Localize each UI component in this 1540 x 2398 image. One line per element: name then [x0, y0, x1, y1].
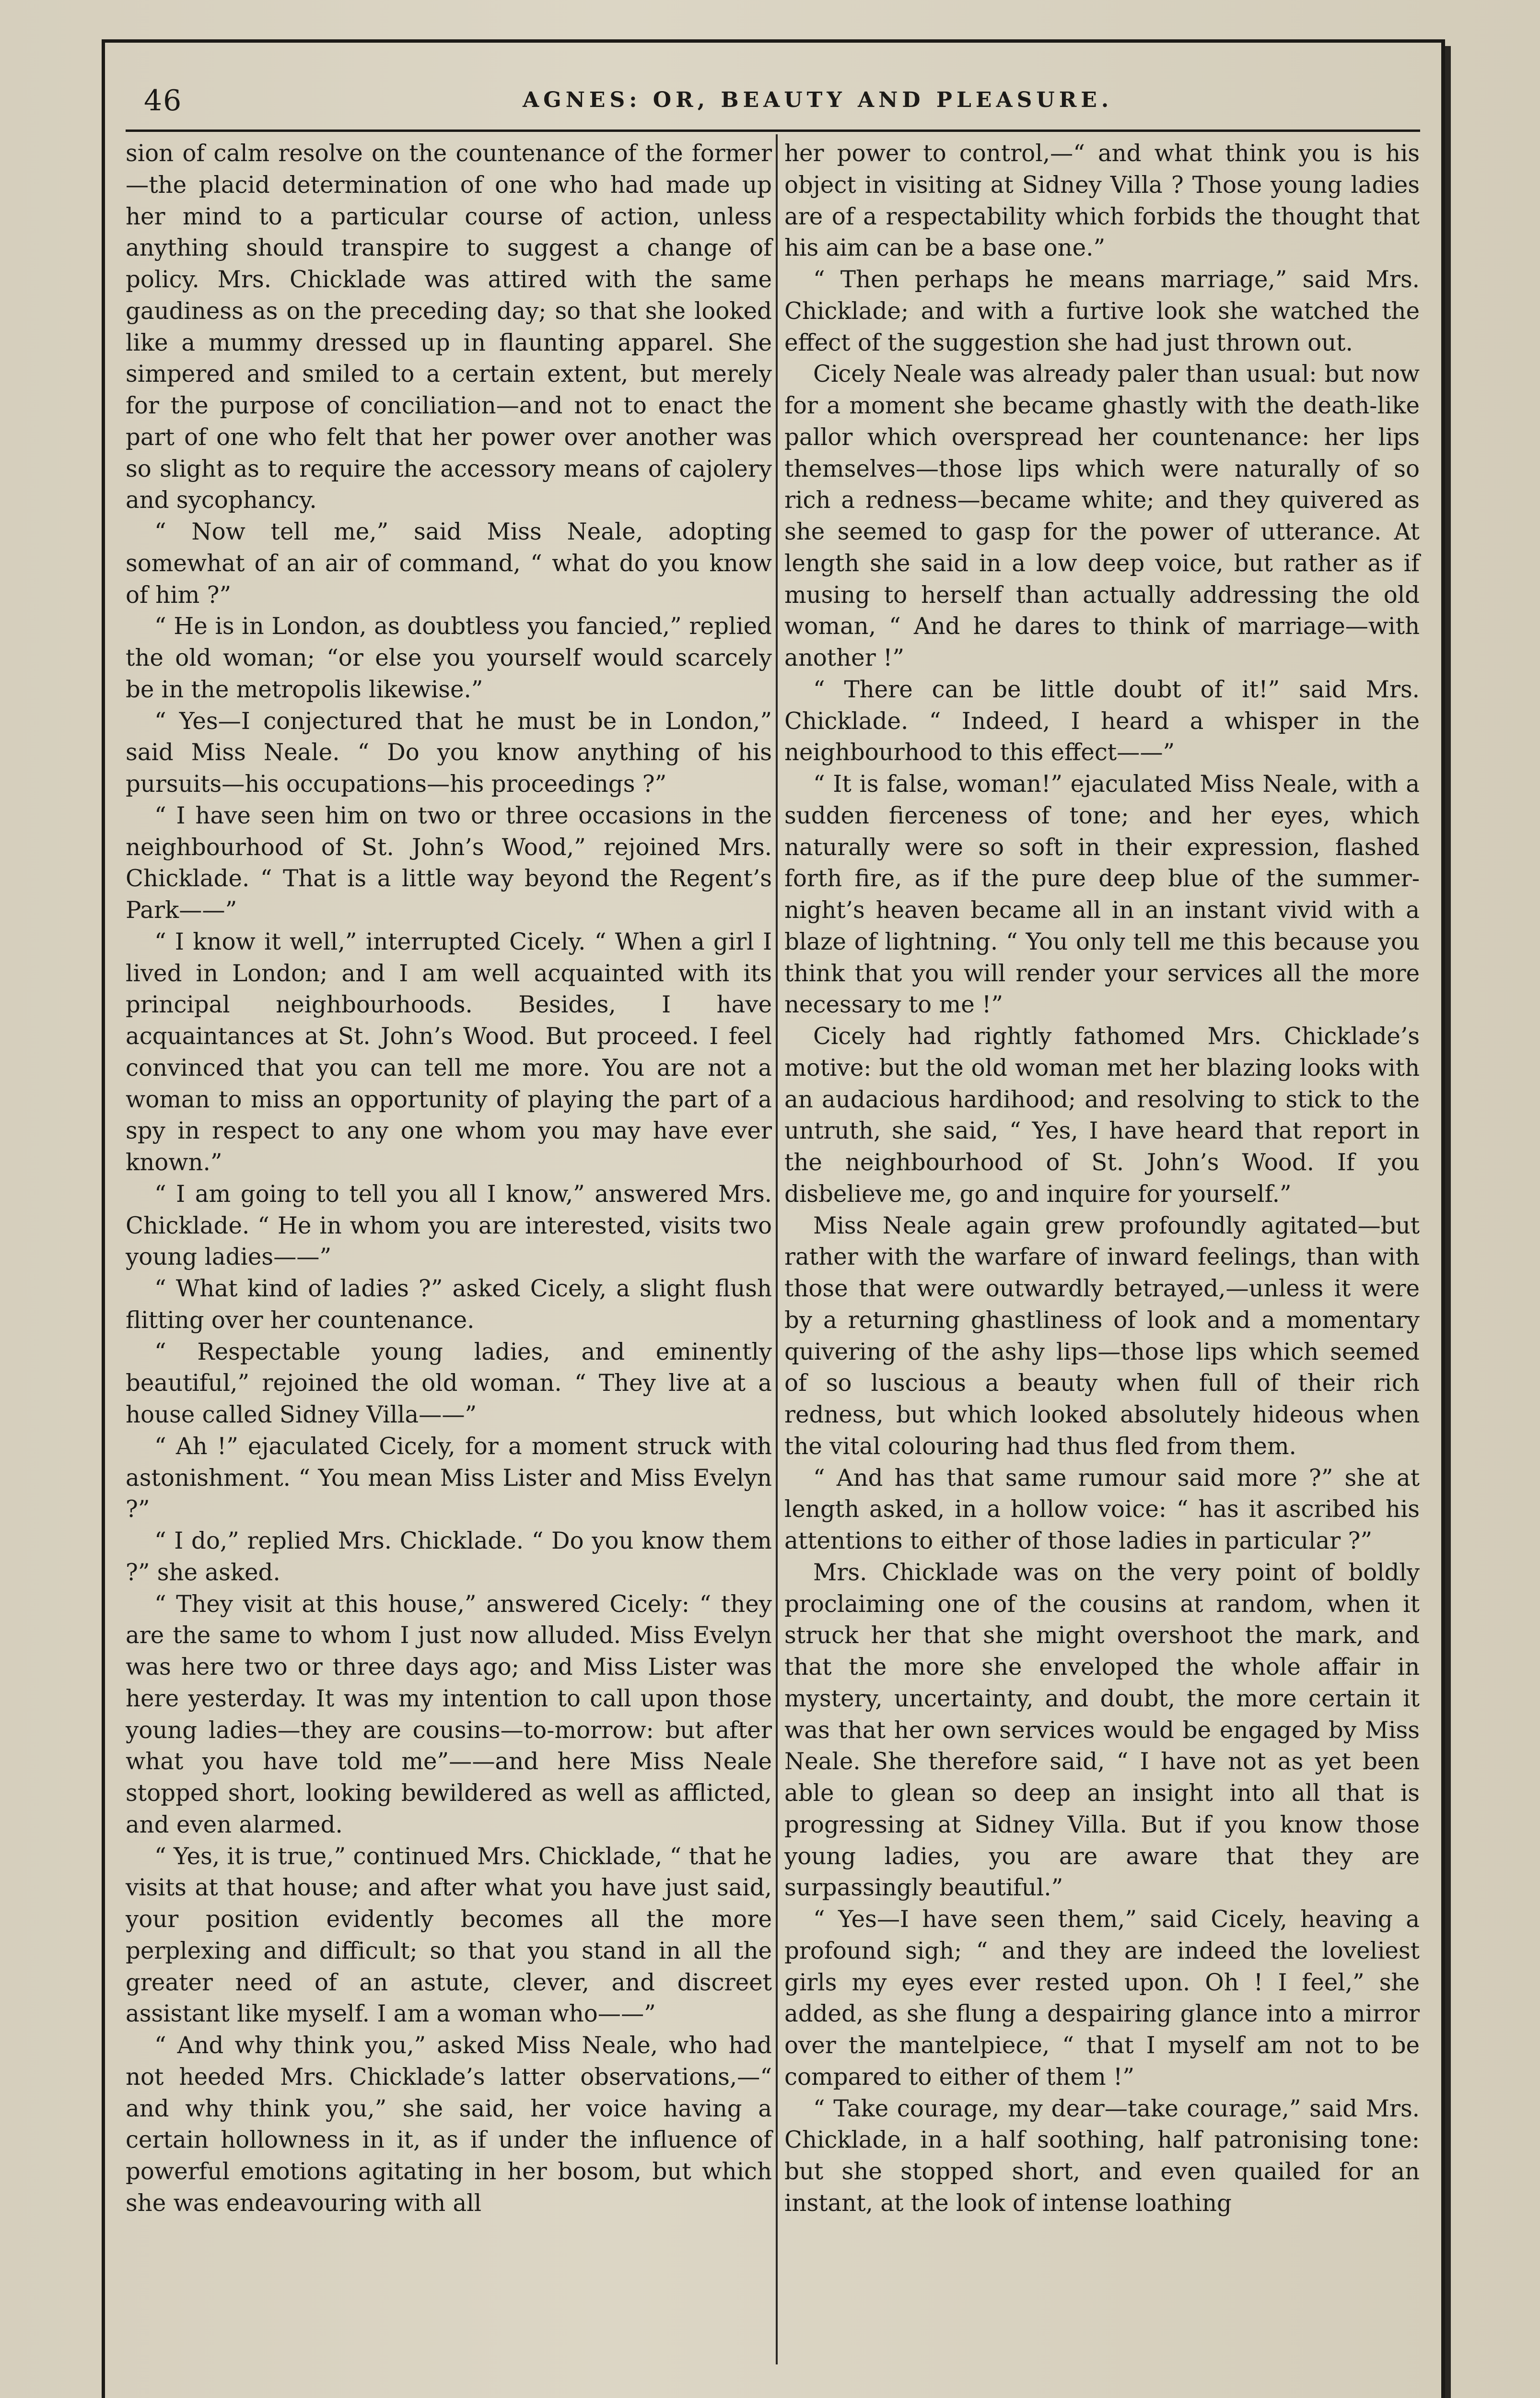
- paragraph: “ Take courage, my dear—take courage,” said Mrs. Chicklade, in a half soothing, half patronising tone: but she stopped short, and even quailed for an instant, at the look of intense loathing: [784, 2095, 1420, 2217]
- paragraph: “ I am going to tell you all I know,” answered Mrs. Chicklade. “ He in whom you are interested, visits two young ladies——”: [126, 1180, 772, 1271]
- paragraph: “ Yes, it is true,” continued Mrs. Chicklade, “ that he visits at that house; and after what you have just said, your position evidently becomes all the more perplexing and difficult; so that you stand in all the greater need of an astute, clever, and discreet assistant like myself. I am a woman who——”: [126, 1843, 772, 2028]
- paragraph: sion of calm resolve on the countenance of the former—the placid determination of one who had made up her mind to a particular course of action, unless anything should transpire to suggest a change of policy. Mrs. Chicklade was attired with the same gaudiness as on the preceding day; so that she looked like a mummy dressed up in flaunting apparel. She simpered and smiled to a certain extent, but merely for the purpose of conciliation—and not to enact the part of one who felt that her power over another was so slight as to require the accessory means of cajolery and sycophancy.: [126, 140, 772, 514]
- paragraph: her power to control,—“ and what think you is his object in visiting at Sidney Villa ? Those young ladies are of a respectability which forbids the thought that his aim can be a base one.”: [784, 140, 1420, 262]
- paragraph: “ Now tell me,” said Miss Neale, adopting somewhat of an air of command, “ what do you know of him ?”: [126, 518, 772, 609]
- paragraph: “ I have seen him on two or three occasions in the neighbourhood of St. John’s Wood,” rejoined Mrs. Chicklade. “ That is a little way beyond the Regent’s Park——”: [126, 802, 772, 924]
- paragraph: “ Yes—I conjectured that he must be in London,” said Miss Neale. “ Do you know anything of his pursuits—his occupations—his proceedings ?”: [126, 707, 772, 798]
- paragraph: “ Then perhaps he means marriage,” said Mrs. Chicklade; and with a furtive look she watched the effect of the suggestion she had just thrown out.: [784, 266, 1420, 356]
- paragraph: “ Respectable young ladies, and eminently beautiful,” rejoined the old woman. “ They live at a house called Sidney Villa——”: [126, 1338, 772, 1428]
- paragraph: “ And has that same rumour said more ?” she at length asked, in a hollow voice: “ has it ascribed his attentions to either of those ladies in particular ?”: [784, 1464, 1420, 1554]
- paragraph: “ I know it well,” interrupted Cicely. “ When a girl I lived in London; and I am well acquainted with its principal neighbourhoods. Besides, I have acquaintances at St. John’s Wood. But proceed. I feel convinced that you can tell me more. You are not a woman to miss an opportunity of playing the part of a spy in respect to any one whom you may have ever known.”: [126, 928, 772, 1176]
- running-title: AGNES: OR, BEAUTY AND PLEASURE.: [523, 88, 1113, 112]
- paragraph: “ What kind of ladies ?” asked Cicely, a slight flush flitting over her countenance.: [126, 1275, 772, 1334]
- paragraph: “ There can be little doubt of it!” said Mrs. Chicklade. “ Indeed, I heard a whisper in the neighbourhood to this effect——”: [784, 676, 1420, 766]
- paragraph: Miss Neale again grew profoundly agitated—but rather with the warfare of inward feelings, than with those that were outwardly betrayed,—unless it were by a returning ghastliness of look and a momentary quivering of the ashy lips—those lips which seemed of so luscious a beauty when full of their rich redness, but which looked absolutely hideous when the vital colouring had thus fled from them.: [784, 1212, 1420, 1460]
- paragraph: “ I do,” replied Mrs. Chicklade. “ Do you know them ?” she asked.: [126, 1528, 772, 1586]
- page-header: [144, 84, 1414, 122]
- right-text-column: [784, 138, 1420, 2220]
- column-divider: [776, 134, 778, 2364]
- paragraph: “ He is in London, as doubtless you fancied,” replied the old woman; “or else you yourself would scarcely be in the metropolis likewise.”: [126, 613, 772, 703]
- paragraph: Mrs. Chicklade was on the very point of boldly proclaiming one of the cousins at random, when it struck her that she might overshoot the mark, and that the more she enveloped the whole affair in mystery, uncertainty, and doubt, the more certain it was that her own services would be engaged by Miss Neale. She therefore said, “ I have not as yet been able to glean so deep an insight into all that is progressing at Sidney Villa. But if you know those young ladies, you are aware that they are surpassingly beautiful.”: [784, 1559, 1420, 1902]
- paragraph: “ They visit at this house,” answered Cicely: “ they are the same to whom I just now alluded. Miss Evelyn was here two or three days ago; and Miss Lister was here yesterday. It was my intention to call upon those young ladies—they are cousins—to-morrow: but after what you have told me”——and here Miss Neale stopped short, looking bewildered as well as afflicted, and even alarmed.: [126, 1590, 772, 1838]
- paragraph: Cicely had rightly fathomed Mrs. Chicklade’s motive: but the old woman met her blazing looks with an audacious hardihood; and resolving to stick to the untruth, she said, “ Yes, I have heard that report in the neighbourhood of St. John’s Wood. If you disbelieve me, go and inquire for yourself.”: [784, 1023, 1420, 1208]
- left-text-column: [126, 138, 772, 2220]
- page-number: 46: [144, 84, 183, 118]
- paragraph: “ And why think you,” asked Miss Neale, who had not heeded Mrs. Chicklade’s latter observations,—“ and why think you,” she said, her voice having a certain hollowness in it, as if under the influence of powerful emotions agitating in her bosom, but which she was endeavouring with all: [126, 2032, 772, 2217]
- paragraph: “ Ah !” ejaculated Cicely, for a moment struck with astonishment. “ You mean Miss Lister and Miss Evelyn ?”: [126, 1433, 772, 1523]
- paragraph: Cicely Neale was already paler than usual: but now for a moment she became ghastly with the death-like pallor which overspread her countenance: her lips themselves—those lips which were naturally of so rich a redness—became white; and they quivered as she seemed to gasp for the power of utterance. At length she said in a low deep voice, but rather as if musing to herself than actually addressing the old woman, “ And he dares to think of marriage—with another !”: [784, 361, 1420, 671]
- paragraph: “ Yes—I have seen them,” said Cicely, heaving a profound sigh; “ and they are indeed the loveliest girls my eyes ever rested upon. Oh ! I feel,” she added, as she flung a despairing glance into a mirror over the mantelpiece, “ that I myself am not to be compared to either of them !”: [784, 1906, 1420, 2091]
- paragraph: “ It is false, woman!” ejaculated Miss Neale, with a sudden fierceness of tone; and her eyes, which naturally were so soft in their expression, flashed forth fire, as if the pure deep blue of the summer-night’s heaven became all in an instant vivid with a blaze of lightning. “ You only tell me this because you think that you will render your services all the more necessary to me !”: [784, 771, 1420, 1019]
- header-rule: [126, 129, 1420, 132]
- frame-shadow-right: [1445, 46, 1451, 2398]
